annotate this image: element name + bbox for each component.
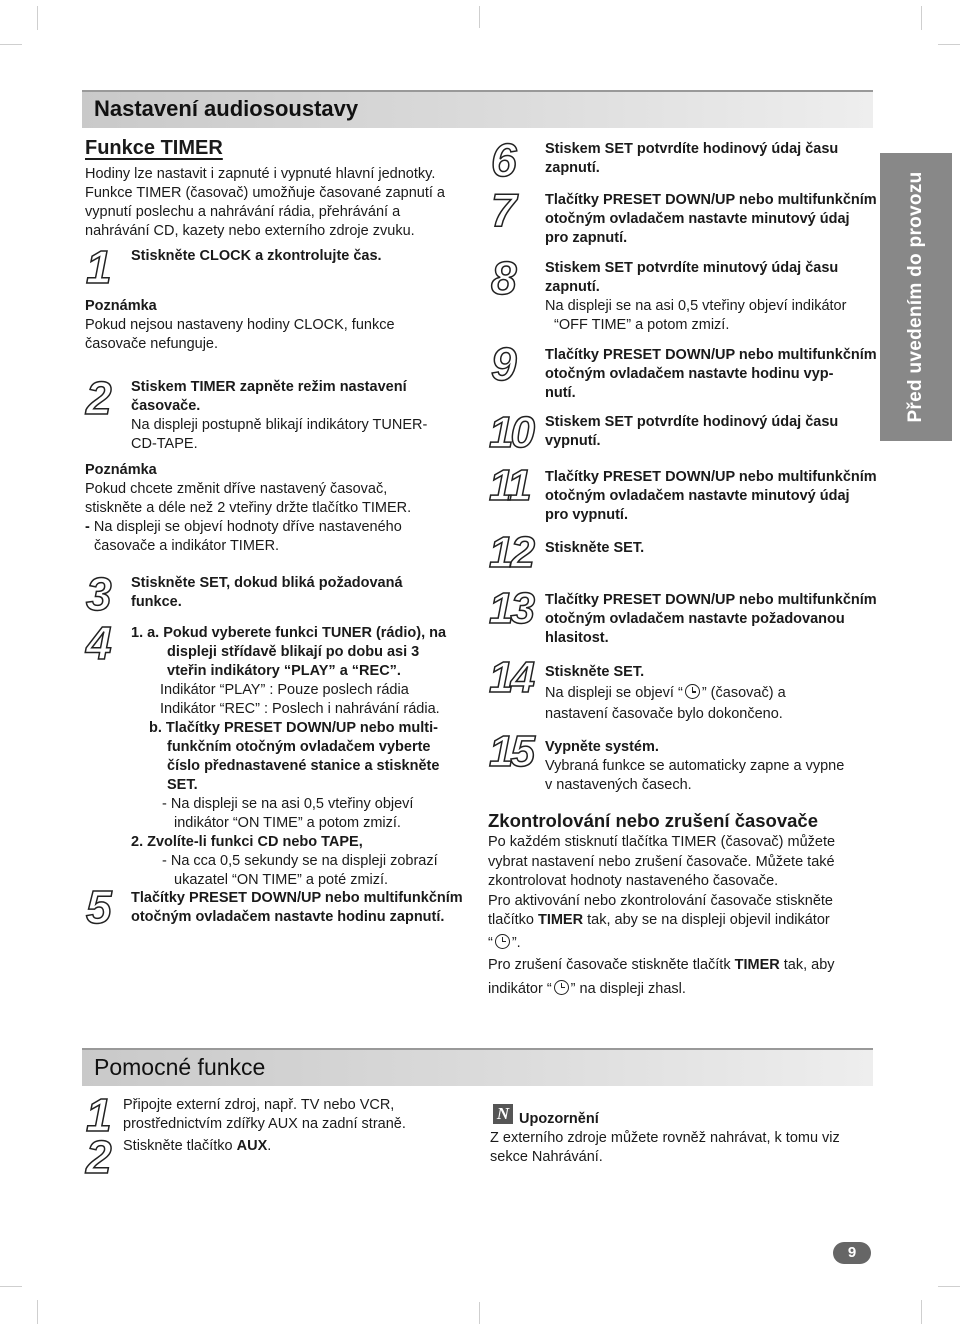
crop-mark [479, 1302, 480, 1324]
step-10-text: Stiskem SET potvrdíte hodinový údaj času vypnutí. [545, 414, 839, 449]
crop-mark [37, 6, 38, 30]
timer-heading: Funkce TIMER [85, 137, 223, 159]
step-number-8: 8 [491, 252, 514, 304]
step-number-10: 10 [489, 408, 532, 457]
step-number-14: 14 [489, 653, 532, 702]
step-number-1: 1 [86, 241, 109, 293]
crop-mark [37, 1300, 38, 1324]
step-number-11: 11 [489, 461, 529, 510]
step-number-4: 4 [86, 617, 109, 669]
section-bar-aux [82, 1048, 873, 1086]
crop-mark [0, 44, 22, 45]
step-number-7: 7 [491, 184, 514, 236]
step-4-text: 1. a. Pokud vyberete funkci TUNER (rádio), na displeji střídavě blikají po dobu asi 3 vteřin indikátory “PLAY” a “REC”. Indikátor “PLAY” : Pouze poslech rádia Indikátor “REC” : Poslech i nahrávání rádia. b. Tlačítky PRESET DOWN/UP nebo multi- funkčním otočným ovladačem vyberte číslo přednastavené stanice a stiskněte SET. - Na displeji se na asi 0,5 vteřiny objeví indikátor “ON TIME” a potom zmizí. 2. Zvolíte-li funkci CD nebo TAPE, - Na cca 0,5 sekundy se na displeji zobrazí ukazatel “ON TIME” a poté zmizí. [131, 625, 447, 888]
caution-title: Upozornění [519, 1111, 599, 1127]
caution-text: Z externího zdroje můžete rovněž nahrávat, k tomu viz sekce Nahrávání. [490, 1130, 840, 1165]
timer-clock-icon [554, 980, 569, 995]
note-1: Poznámka Pokud nejsou nastaveny hodiny CLOCK, funkce časovače nefunguje. [85, 298, 395, 352]
caution-icon: N [493, 1104, 513, 1124]
section-title: Pomocné funkce [94, 1054, 266, 1080]
crop-mark [921, 1300, 922, 1324]
step-number-2: 2 [86, 372, 109, 424]
section-title: Nastavení audiosoustavy [94, 96, 359, 121]
step-5-text: Tlačítky PRESET DOWN/UP nebo multifunkčním otočným ovladačem nastavte hodinu zapnutí. [131, 890, 463, 925]
step-9-text: Tlačítky PRESET DOWN/UP nebo multifunkčním otočným ovladačem nastavte hodinu vyp- nutí. [545, 347, 877, 401]
crop-mark [921, 6, 922, 30]
check-heading: Zkontrolování nebo zrušení časovače [488, 810, 819, 831]
crop-mark [938, 44, 960, 45]
aux-step-1-text: Připojte externí zdroj, např. TV nebo VCR, prostřednictvím zdířky AUX na zadní straně. [123, 1097, 406, 1132]
aux-step-number-1: 1 [86, 1089, 109, 1141]
step-7-text: Tlačítky PRESET DOWN/UP nebo multifunkčním otočným ovladačem nastavte minutový údaj pro zapnutí. [545, 192, 877, 246]
section-bar-audio [82, 90, 873, 128]
timer-clock-icon [685, 684, 700, 699]
step-number-5: 5 [86, 881, 109, 933]
step-2-text: Stiskem TIMER zapněte režim nastavení časovače. Na displeji postupně blikají indikátory TUNER- CD-TAPE. [131, 379, 428, 452]
step-number-15: 15 [489, 727, 532, 776]
step-12-text: Stiskněte SET. [545, 540, 645, 556]
step-6-text: Stiskem SET potvrdíte hodinový údaj času zapnutí. [545, 141, 839, 176]
step-14-text: Stiskněte SET. Na displeji se objeví “ ” (časovač) a nastavení časovače bylo dokončeno. [545, 664, 786, 722]
step-11-text: Tlačítky PRESET DOWN/UP nebo multifunkčním otočným ovladačem nastavte minutový údaj pro vypnutí. [545, 469, 877, 523]
step-number-3: 3 [86, 568, 109, 620]
step-3-text: Stiskněte SET, dokud bliká požadovaná funkce. [131, 575, 403, 610]
crop-mark [479, 6, 480, 28]
step-8-text: Stiskem SET potvrdíte minutový údaj času zapnutí. Na displeji se na asi 0,5 vteřiny objeví indikátor “OFF TIME” a potom zmizí. [545, 260, 847, 333]
step-number-9: 9 [491, 338, 514, 390]
aux-step-2-text: Stiskněte tlačítko AUX. [123, 1138, 272, 1154]
note-2: Poznámka Pokud chcete změnit dříve nastavený časovač, stiskněte a déle než 2 vteřiny držte tlačítko TIMER. - Na displeji se objeví hodnoty dříve nastaveného časovače a indikátor TIMER. [85, 462, 412, 554]
check-body: Po každém stisknutí tlačítka TIMER (časovač) můžete vybrat nastavení nebo zrušení časovače. Můžete také zkontrolovat hodnoty nastaveného časovače. Pro aktivování nebo zkontrolování časovače stiskněte tlačítko TIMER tak, aby se na displeji objevil indikátor “ ”. Pro zrušení časovače stiskněte tlačítk TIMER tak, aby indikátor “ ” na displeji zhasl. [488, 834, 836, 997]
timer-intro: Hodiny lze nastavit i zapnuté i vypnuté hlavní jednotky. Funkce TIMER (časovač) umožňuje časované zapnutí a vypnutí poslechu a nahrávání rádia, přehrávání a nahrávání CD, kazety nebo externího zdroje zvuku. [85, 166, 445, 239]
page-number: 9 [833, 1242, 871, 1264]
aux-step-number-2: 2 [86, 1131, 109, 1183]
step-number-13: 13 [489, 584, 532, 633]
step-15-text: Vypněte systém. Vybraná funkce se automaticky zapne a vypne v nastavených časech. [545, 739, 845, 793]
crop-mark [938, 1286, 960, 1287]
step-13-text: Tlačítky PRESET DOWN/UP nebo multifunkčním otočným ovladačem nastavte požadovanou hlasitost. [545, 592, 877, 646]
side-tab [880, 153, 952, 441]
step-number-6: 6 [491, 134, 514, 186]
step-number-12: 12 [489, 528, 532, 577]
side-tab-label: Před uvedením do provozu [905, 171, 926, 423]
crop-mark [0, 1286, 22, 1287]
step-1-text: Stiskněte CLOCK a zkontrolujte čas. [131, 248, 382, 264]
timer-clock-icon [495, 934, 510, 949]
